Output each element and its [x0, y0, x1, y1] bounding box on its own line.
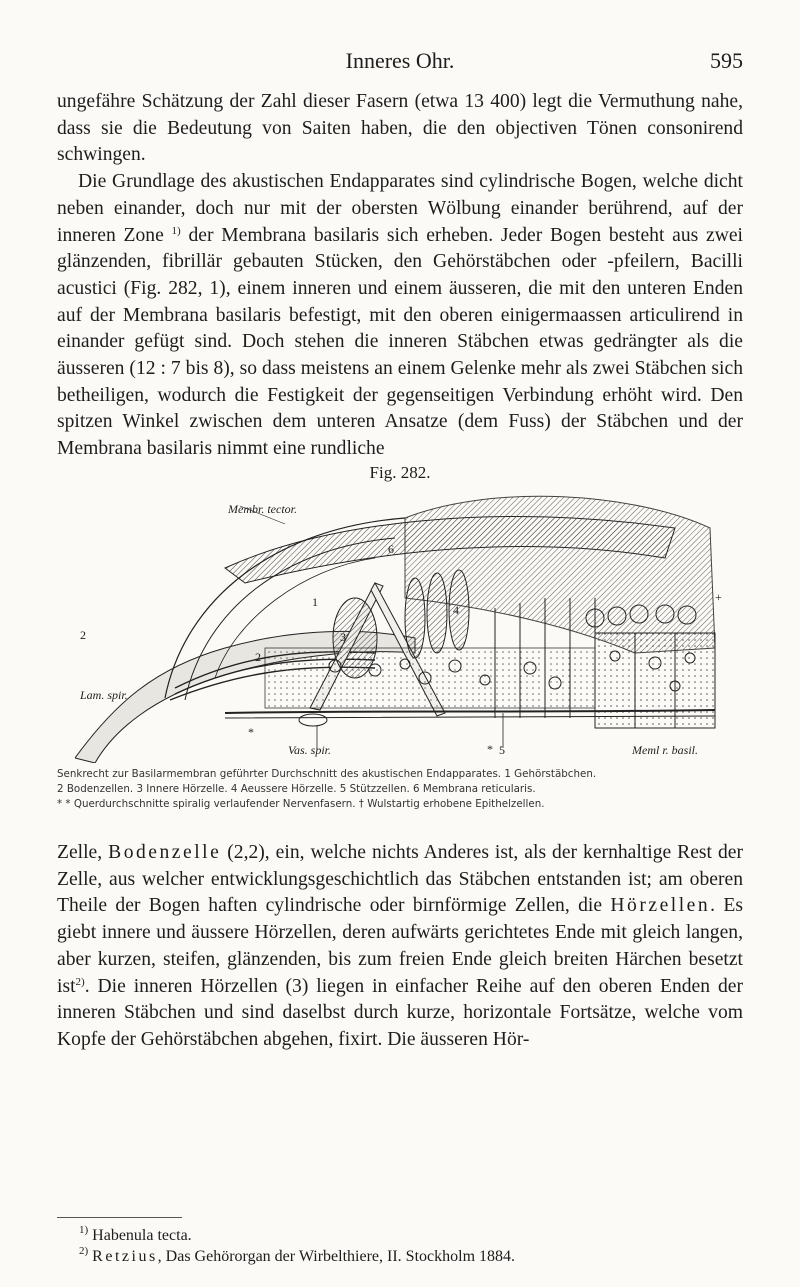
footnote-2-author: Retzius [92, 1248, 158, 1265]
footnote-1-marker: 1) [79, 1224, 89, 1236]
paragraph-2 [57, 169, 743, 463]
label-membr-tector: Membr. tector. [228, 502, 297, 516]
label-1: 1 [312, 595, 318, 609]
footnote-ref-1[interactable]: 1) [171, 224, 181, 237]
label-6: 6 [388, 542, 394, 556]
paragraph-2-part-b: der Membrana basilaris sich erheben. Jeder Bogen besteht aus zwei glänzenden, fibrillär gebauten Stücken, den Gehörstäbchen oder -pfeilern, Bacilli acustici (Fig. 282, 1), einem inneren und einem äusseren, die mit den unteren Enden auf der Membrana basilaris befestigt, mit den oberen einigermaassen articulirend in einander gefügt sind. Doch stehen die inneren Stäbchen etwas gedrängter als die äusseren (12 : 7 bis 8), so dass meistens an einem Gelenke mehr als zwei Stäbchen sich betheiligen, wodurch die Festigkeit der gegenseitigen Verbindung erhöht wird. Den spitzen Winkel zwischen dem unteren Ansatze (dem Fuss) der Stäbchen und der Membrana basilaris nimmt eine rundliche [57, 224, 743, 460]
page-header [57, 48, 743, 80]
paragraph-3-part-a: Zelle, [57, 842, 109, 863]
caption-line-3: * * Querdurchschnitte spiralig verlaufender Nervenfasern. † Wulstartig erhobene Epithelzellen. [57, 798, 545, 810]
label-3: 3 [340, 630, 346, 644]
footnote-1-text: Habenula tecta. [88, 1227, 192, 1244]
label-2a: 2 [80, 628, 86, 642]
outer-hair-cell-2 [427, 573, 447, 653]
paragraph-2-part-a: Die Grundlage des akustischen Endapparates sind cylindrische Bogen, welche dicht neben einander, doch nur mit der obersten Wölbung einander berührend, auf der inneren Zone [57, 171, 743, 246]
footnote-divider [57, 1217, 182, 1218]
label-star-1: * [248, 725, 254, 739]
label-2b: 2 [255, 650, 261, 664]
outer-hair-cell-3 [449, 570, 469, 650]
figure-title: Fig. 282. [369, 463, 431, 482]
paragraph-3-part-b: (2,2), ein, welche nichts Anderes ist, als der kernhaltige Rest der Zelle, aus welcher entwicklungsgeschichtlich das Stäbchen entstanden ist; am oberen Theile der Bogen haften cylindrische oder birnförmige Zellen, die [57, 842, 743, 917]
footnote-2-marker: 2) [79, 1245, 89, 1257]
footnote-1 [57, 1225, 743, 1246]
outer-hair-cell-1 [405, 578, 425, 658]
paragraph-3 [57, 840, 743, 1054]
term-bodenzelle: Bodenzelle [108, 842, 222, 863]
figure-caption [57, 767, 743, 812]
label-vas-spir: Vas. spir. [288, 743, 332, 757]
figure-282 [75, 488, 725, 763]
basal-cell-layer [265, 648, 595, 708]
footnote-2 [57, 1246, 743, 1267]
paragraph-3-part-d: . Die inneren Hörzellen (3) liegen in einfacher Reihe auf den oberen Enden der inneren Stäbchen und sind daselbst durch kurze, horizontale Fortsätze, welche vom Kopfe der Gehörstäbchen abgehen, fixirt. Die äusseren Hör- [57, 975, 743, 1050]
label-lam-spir: Lam. spir. [80, 688, 128, 702]
term-hoerzellen: Hörzellen [610, 895, 711, 917]
label-star-2: * [487, 742, 493, 756]
footnote-2-text: , Das Gehörorgan der Wirbelthiere, II. Stockholm 1884. [157, 1248, 516, 1265]
caption-line-1: Senkrecht zur Basilarmembran geführter Durchschnitt des akustischen Endapparates. 1 Gehörstäbchen. [57, 768, 597, 780]
running-title: Inneres Ohr. [345, 48, 455, 73]
label-4: 4 [453, 603, 459, 617]
paragraph-3-part-c: . Es giebt innere und äussere Hörzellen, deren aufwärts gerichtetes Ende mit gleich langen, aber kurzen, steifen, glänzenden, bis zum freien Ende gleich breiten Härchen besetzt ist [57, 895, 744, 997]
label-dagger: + [715, 590, 722, 604]
vas-spirale [299, 714, 327, 726]
label-membr-basil: Meml r. basil. [632, 743, 698, 757]
footnote-ref-2[interactable]: 2) [75, 975, 85, 988]
page-number: 595 [710, 48, 743, 73]
cochlea-illustration [75, 488, 725, 763]
body-text-top [57, 89, 743, 463]
footnotes [57, 1225, 743, 1267]
paragraph-1: ungefähre Schätzung der Zahl dieser Fasern (etwa 13 400) legt die Vermuthung nahe, dass sie die Bedeutung von Saiten haben, die den objectiven Tönen consonirend schwingen. [57, 91, 743, 166]
caption-line-2: 2 Bodenzellen. 3 Innere Hörzelle. 4 Aeussere Hörzelle. 5 Stützzellen. 6 Membrana reticularis. [57, 783, 536, 795]
label-5: 5 [499, 743, 505, 757]
body-text-bottom [57, 840, 743, 1054]
cell-layer-right [595, 633, 715, 728]
